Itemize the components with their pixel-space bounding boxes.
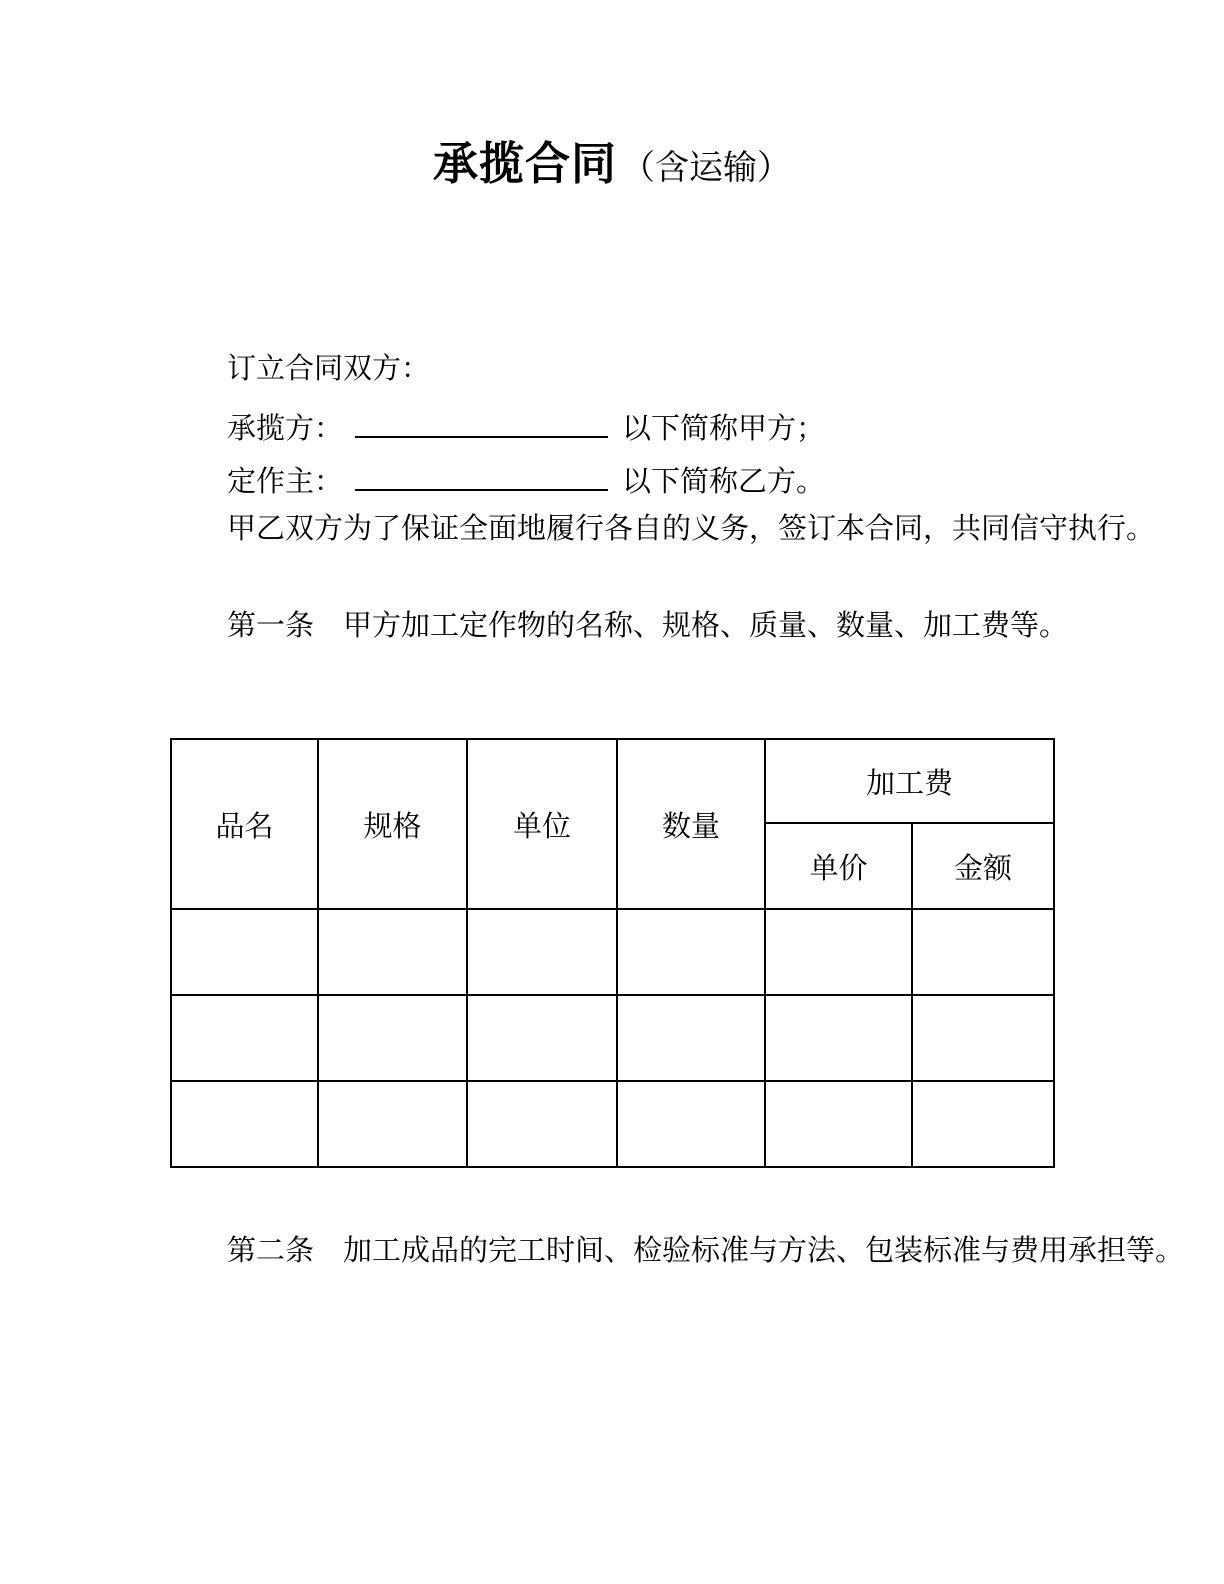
table-empty-cell[interactable] [318,909,467,995]
table-empty-cell[interactable] [617,995,765,1081]
intro-line: 订立合同双方： [227,353,431,385]
goods-table-header [171,739,1054,909]
table-empty-cell[interactable] [765,909,912,995]
table-empty-cell[interactable] [765,1081,912,1167]
table-empty-cell[interactable] [467,909,617,995]
goods-table-body [171,909,1054,1167]
party-b-blank-field[interactable] [355,460,608,491]
table-empty-cell[interactable] [318,995,467,1081]
col-header-amount: 金额 [912,823,1054,909]
col-header-spec: 规格 [318,739,467,909]
table-empty-row [171,1081,1054,1167]
table-empty-cell[interactable] [171,1081,318,1167]
col-header-unit: 单位 [467,739,617,909]
table-empty-cell[interactable] [912,1081,1054,1167]
table-empty-cell[interactable] [617,909,765,995]
table-header-row-1 [171,739,1054,823]
table-empty-cell[interactable] [912,909,1054,995]
agreement-line: 甲乙双方为了保证全面地履行各自的义务，签订本合同，共同信守执行。 [227,513,1156,545]
table-empty-cell[interactable] [318,1081,467,1167]
party-b-line [227,460,825,498]
table-empty-cell[interactable] [467,1081,617,1167]
col-header-unit-price: 单价 [765,823,912,909]
party-a-blank-field[interactable] [355,407,608,438]
col-header-product: 品名 [171,739,318,909]
col-header-qty: 数量 [617,739,765,909]
party-a-label: 承揽方： [227,413,344,445]
table-empty-row [171,909,1054,995]
table-empty-cell[interactable] [171,909,318,995]
article-2-line: 第二条 加工成品的完工时间、检验标准与方法、包装标准与费用承担等。 [227,1235,1185,1267]
party-b-label: 定作主： [227,466,344,498]
party-b-suffix: 以下简称乙方。 [622,466,826,498]
goods-table [170,738,1055,1168]
page-title [0,133,1224,200]
title-main-text: 承揽合同 [432,139,617,189]
table-empty-cell[interactable] [617,1081,765,1167]
title-subtitle-text: （含运输） [621,150,791,187]
table-empty-cell[interactable] [912,995,1054,1081]
party-a-suffix: 以下简称甲方； [622,413,826,445]
col-header-fee-group: 加工费 [765,739,1054,823]
party-a-line [227,407,825,445]
table-empty-cell[interactable] [765,995,912,1081]
article-1-line: 第一条 甲方加工定作物的名称、规格、质量、数量、加工费等。 [227,610,1069,642]
table-empty-cell[interactable] [171,995,318,1081]
table-empty-row [171,995,1054,1081]
table-empty-cell[interactable] [467,995,617,1081]
